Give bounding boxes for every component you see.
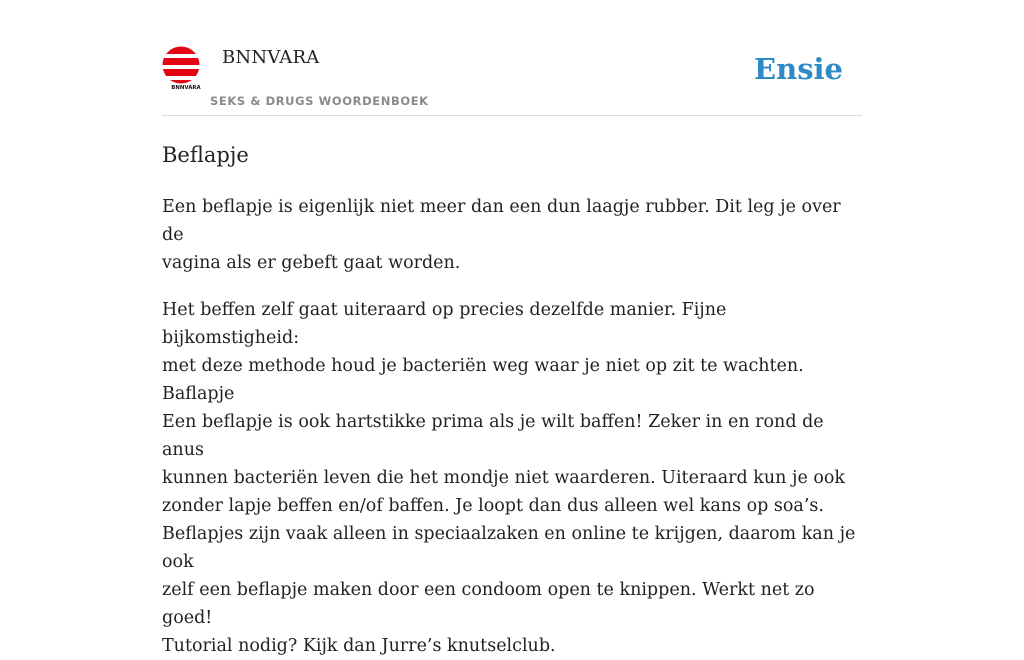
header [162,0,862,116]
entry-title: Beflapje [162,143,249,167]
entry-paragraph-1: Een beflapje is eigenlijk niet meer dan een dun laagje rubber. Dit leg je over de vagina als er gebeft gaat worden. [162,197,841,273]
logo-text: BNNVARA [171,85,201,91]
bnnvara-logo[interactable] [162,46,202,92]
ensie-site-link[interactable]: Ensie [754,52,843,86]
entry-card [162,0,862,660]
bnnvara-logo-icon [162,46,202,92]
brand-name: BNNVARA [222,47,320,68]
entry-paragraph-2: Het beffen zelf gaat uiteraard op precies dezelfde manier. Fijne bijkomstigheid: met deze methode houd je bacteriën weg waar je niet op zit te wachten. Baflapje Een beflapje is ook hartstikke prima als je wilt baffen! Zeker in en rond de anus kunnen bacteriën leven die het mondje niet waarderen. Uiteraard kun je ook zonder lapje beffen en/of baffen. Je loopt dan dus alleen wel kans op soa’s. Beflapjes zijn vaak alleen in speciaalzaken en online te krijgen, daarom kan je ook zelf een beflapje maken door een condoom open te knippen. Werkt net zo goed! Tutorial nodig? Kijk dan Jurre’s knutselclub. [162,300,856,656]
section-subtitle: SEKS & DRUGS WOORDENBOEK [210,94,429,108]
